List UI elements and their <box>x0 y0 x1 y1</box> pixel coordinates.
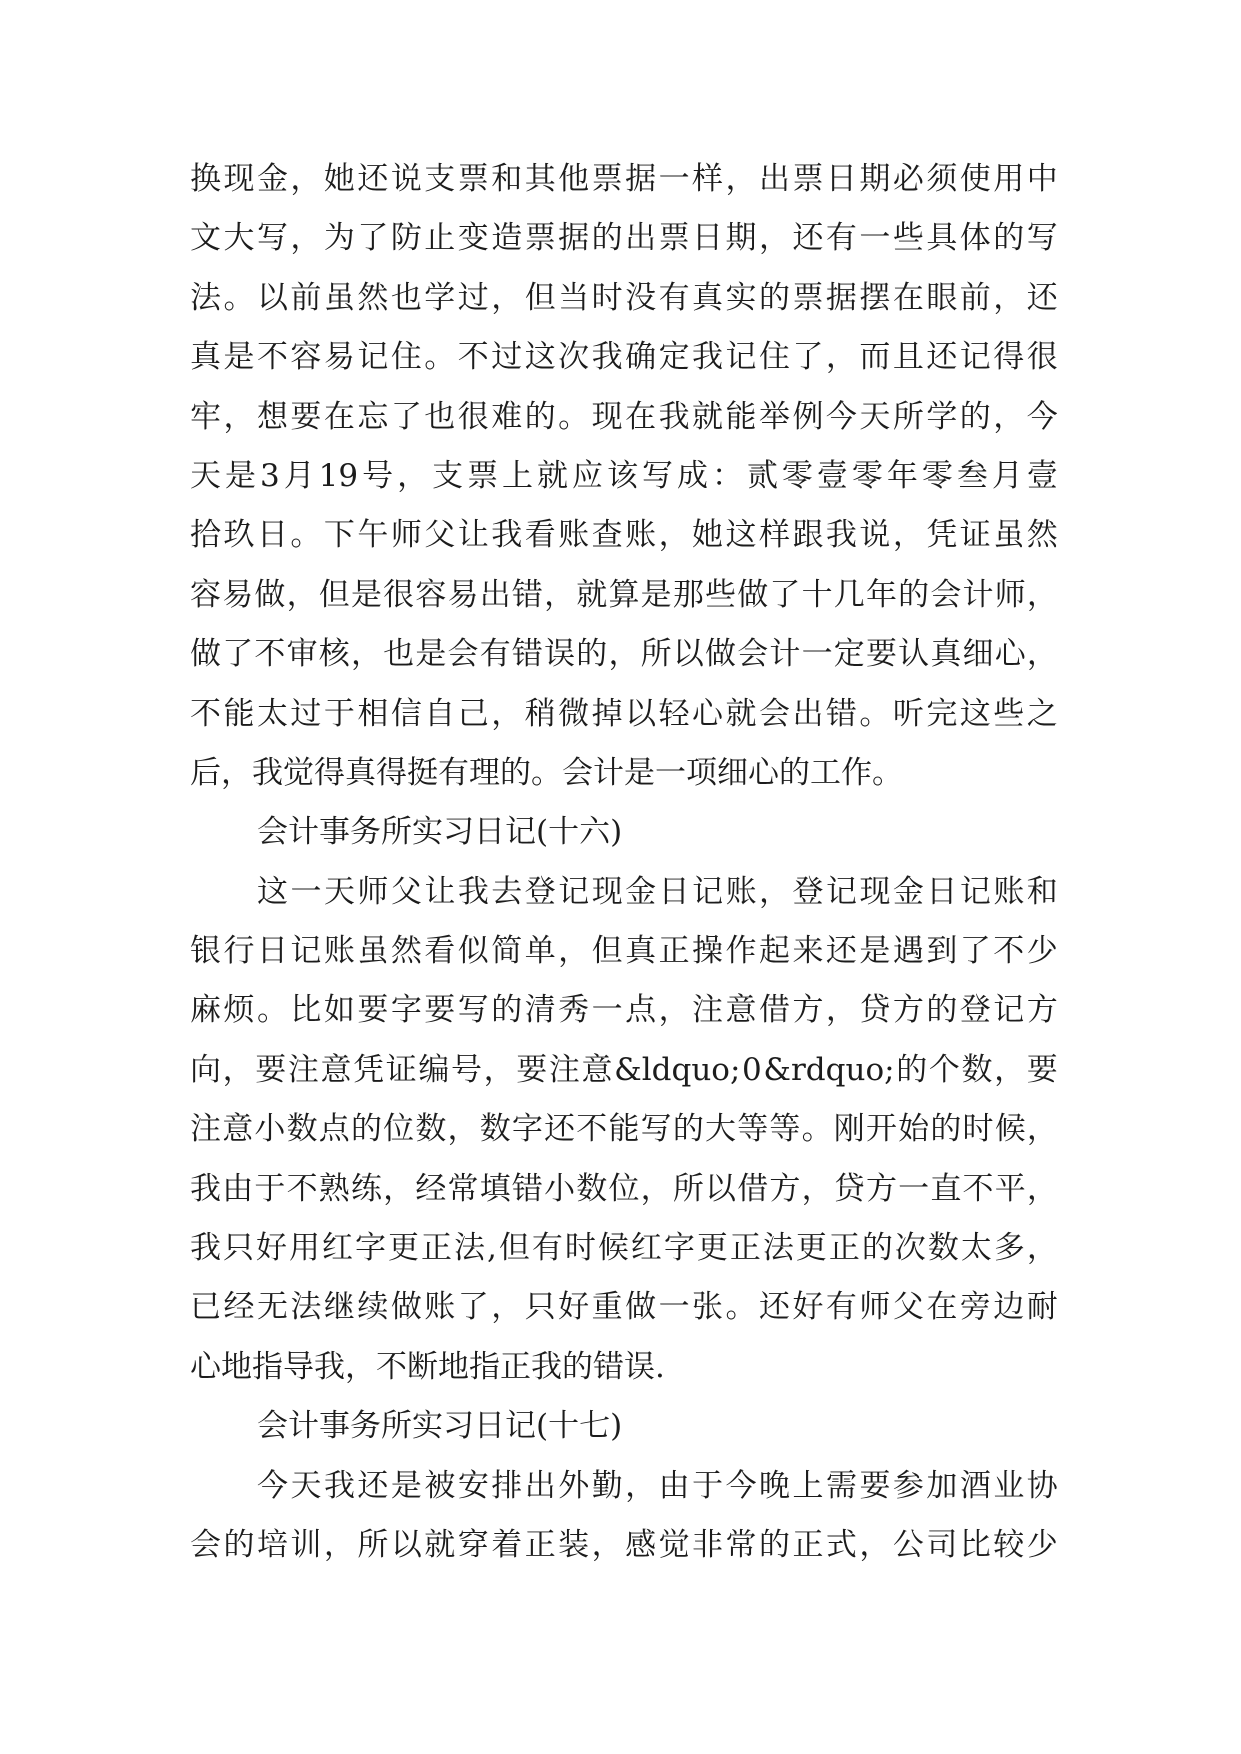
text-line: 做 了 不 审 核 ， 也 是 会 有 错 误 的 ， 所 以 做 会 计 一 定 要 认 真 细 心 ， <box>190 636 1058 673</box>
text-line: 银 行 日 记 账 虽 然 看 似 简 单 ， 但 真 正 操 作 起 来 还 是 遇 到 了 不 少 <box>190 933 1058 970</box>
text-line: 已 经 无 法 继 续 做 账 了 ， 只 好 重 做 一 张 。 还 好 有 师 父 在 旁 边 耐 <box>190 1289 1058 1326</box>
text-line: 后，我觉得真得挺有理的。会计是一项细心的工作。 <box>190 754 903 791</box>
text-line: 法 。 以 前 虽 然 也 学 过 ， 但 当 时 没 有 真 实 的 票 据 摆 在 眼 前 ， 还 <box>190 279 1058 316</box>
text-line: 今 天 我 还 是 被 安 排 出 外 勤 ， 由 于 今 晚 上 需 要 参 加 酒 业 协 <box>257 1467 1058 1504</box>
text-line: 换 现 金 ， 她 还 说 支 票 和 其 他 票 据 一 样 ， 出 票 日 期 必 须 使 用 中 <box>190 161 1058 197</box>
text-line: 我 由 于 不 熟 练 ， 经 常 填 错 小 数 位 ， 所 以 借 方 ， 贷 方 一 直 不 平 ， <box>190 1170 1058 1207</box>
text-line: 拾 玖 日 。 下 午 师 父 让 我 看 账 查 账 ， 她 这 样 跟 我 说 ， 凭 证 虽 然 <box>190 517 1058 554</box>
text-line: 我 只 好 用 红 字 更 正 法 , 但 有 时 候 红 字 更 正 法 更 正 的 次 数 太 多 ， <box>190 1230 1058 1267</box>
text-line: 会 的 培 训 ， 所 以 就 穿 着 正 装 ， 感 觉 非 常 的 正 式 ， 公 司 比 较 少 <box>190 1526 1058 1563</box>
text-line: 麻 烦 。 比 如 要 字 要 写 的 清 秀 一 点 ， 注 意 借 方 ， 贷 方 的 登 记 方 <box>190 992 1058 1029</box>
document-page <box>190 150 1058 1575</box>
text-line: 文 大 写 ， 为 了 防 止 变 造 票 据 的 出 票 日 期 ， 还 有 一 些 具 体 的 写 <box>190 220 1058 257</box>
text-line: 真 是 不 容 易 记 住 。 不 过 这 次 我 确 定 我 记 住 了 ， 而 且 还 记 得 很 <box>190 339 1058 376</box>
text-line: 容 易 做 ， 但 是 很 容 易 出 错 ， 就 算 是 那 些 做 了 十 几 年 的 会 计 师 ， <box>190 576 1058 613</box>
section-heading: 会计事务所实习日记(十六) <box>257 814 623 851</box>
text-line: 天 是 3 月 19 号 ， 支 票 上 就 应 该 写 成 ： 贰 零 壹 零 年 零 叁 月 壹 <box>190 457 1058 494</box>
text-line: 向 ， 要 注 意 凭 证 编 号 ， 要 注 意 &ldquo; 0 &rdquo; 的 个 数 ， 要 <box>190 1051 1058 1088</box>
text-line: 心地指导我，不断地指正我的错误. <box>190 1348 665 1385</box>
text-line: 牢 ， 想 要 在 忘 了 也 很 难 的 。 现 在 我 就 能 举 例 今 天 所 学 的 ， 今 <box>190 398 1058 435</box>
text-line: 注 意 小 数 点 的 位 数 ， 数 字 还 不 能 写 的 大 等 等 。 刚 开 始 的 时 候 ， <box>190 1111 1058 1148</box>
text-line: 不 能 太 过 于 相 信 自 己 ， 稍 微 掉 以 轻 心 就 会 出 错 。 听 完 这 些 之 <box>190 695 1058 732</box>
text-line: 这 一 天 师 父 让 我 去 登 记 现 金 日 记 账 ， 登 记 现 金 日 记 账 和 <box>257 873 1058 910</box>
section-heading: 会计事务所实习日记(十七) <box>257 1408 623 1445</box>
